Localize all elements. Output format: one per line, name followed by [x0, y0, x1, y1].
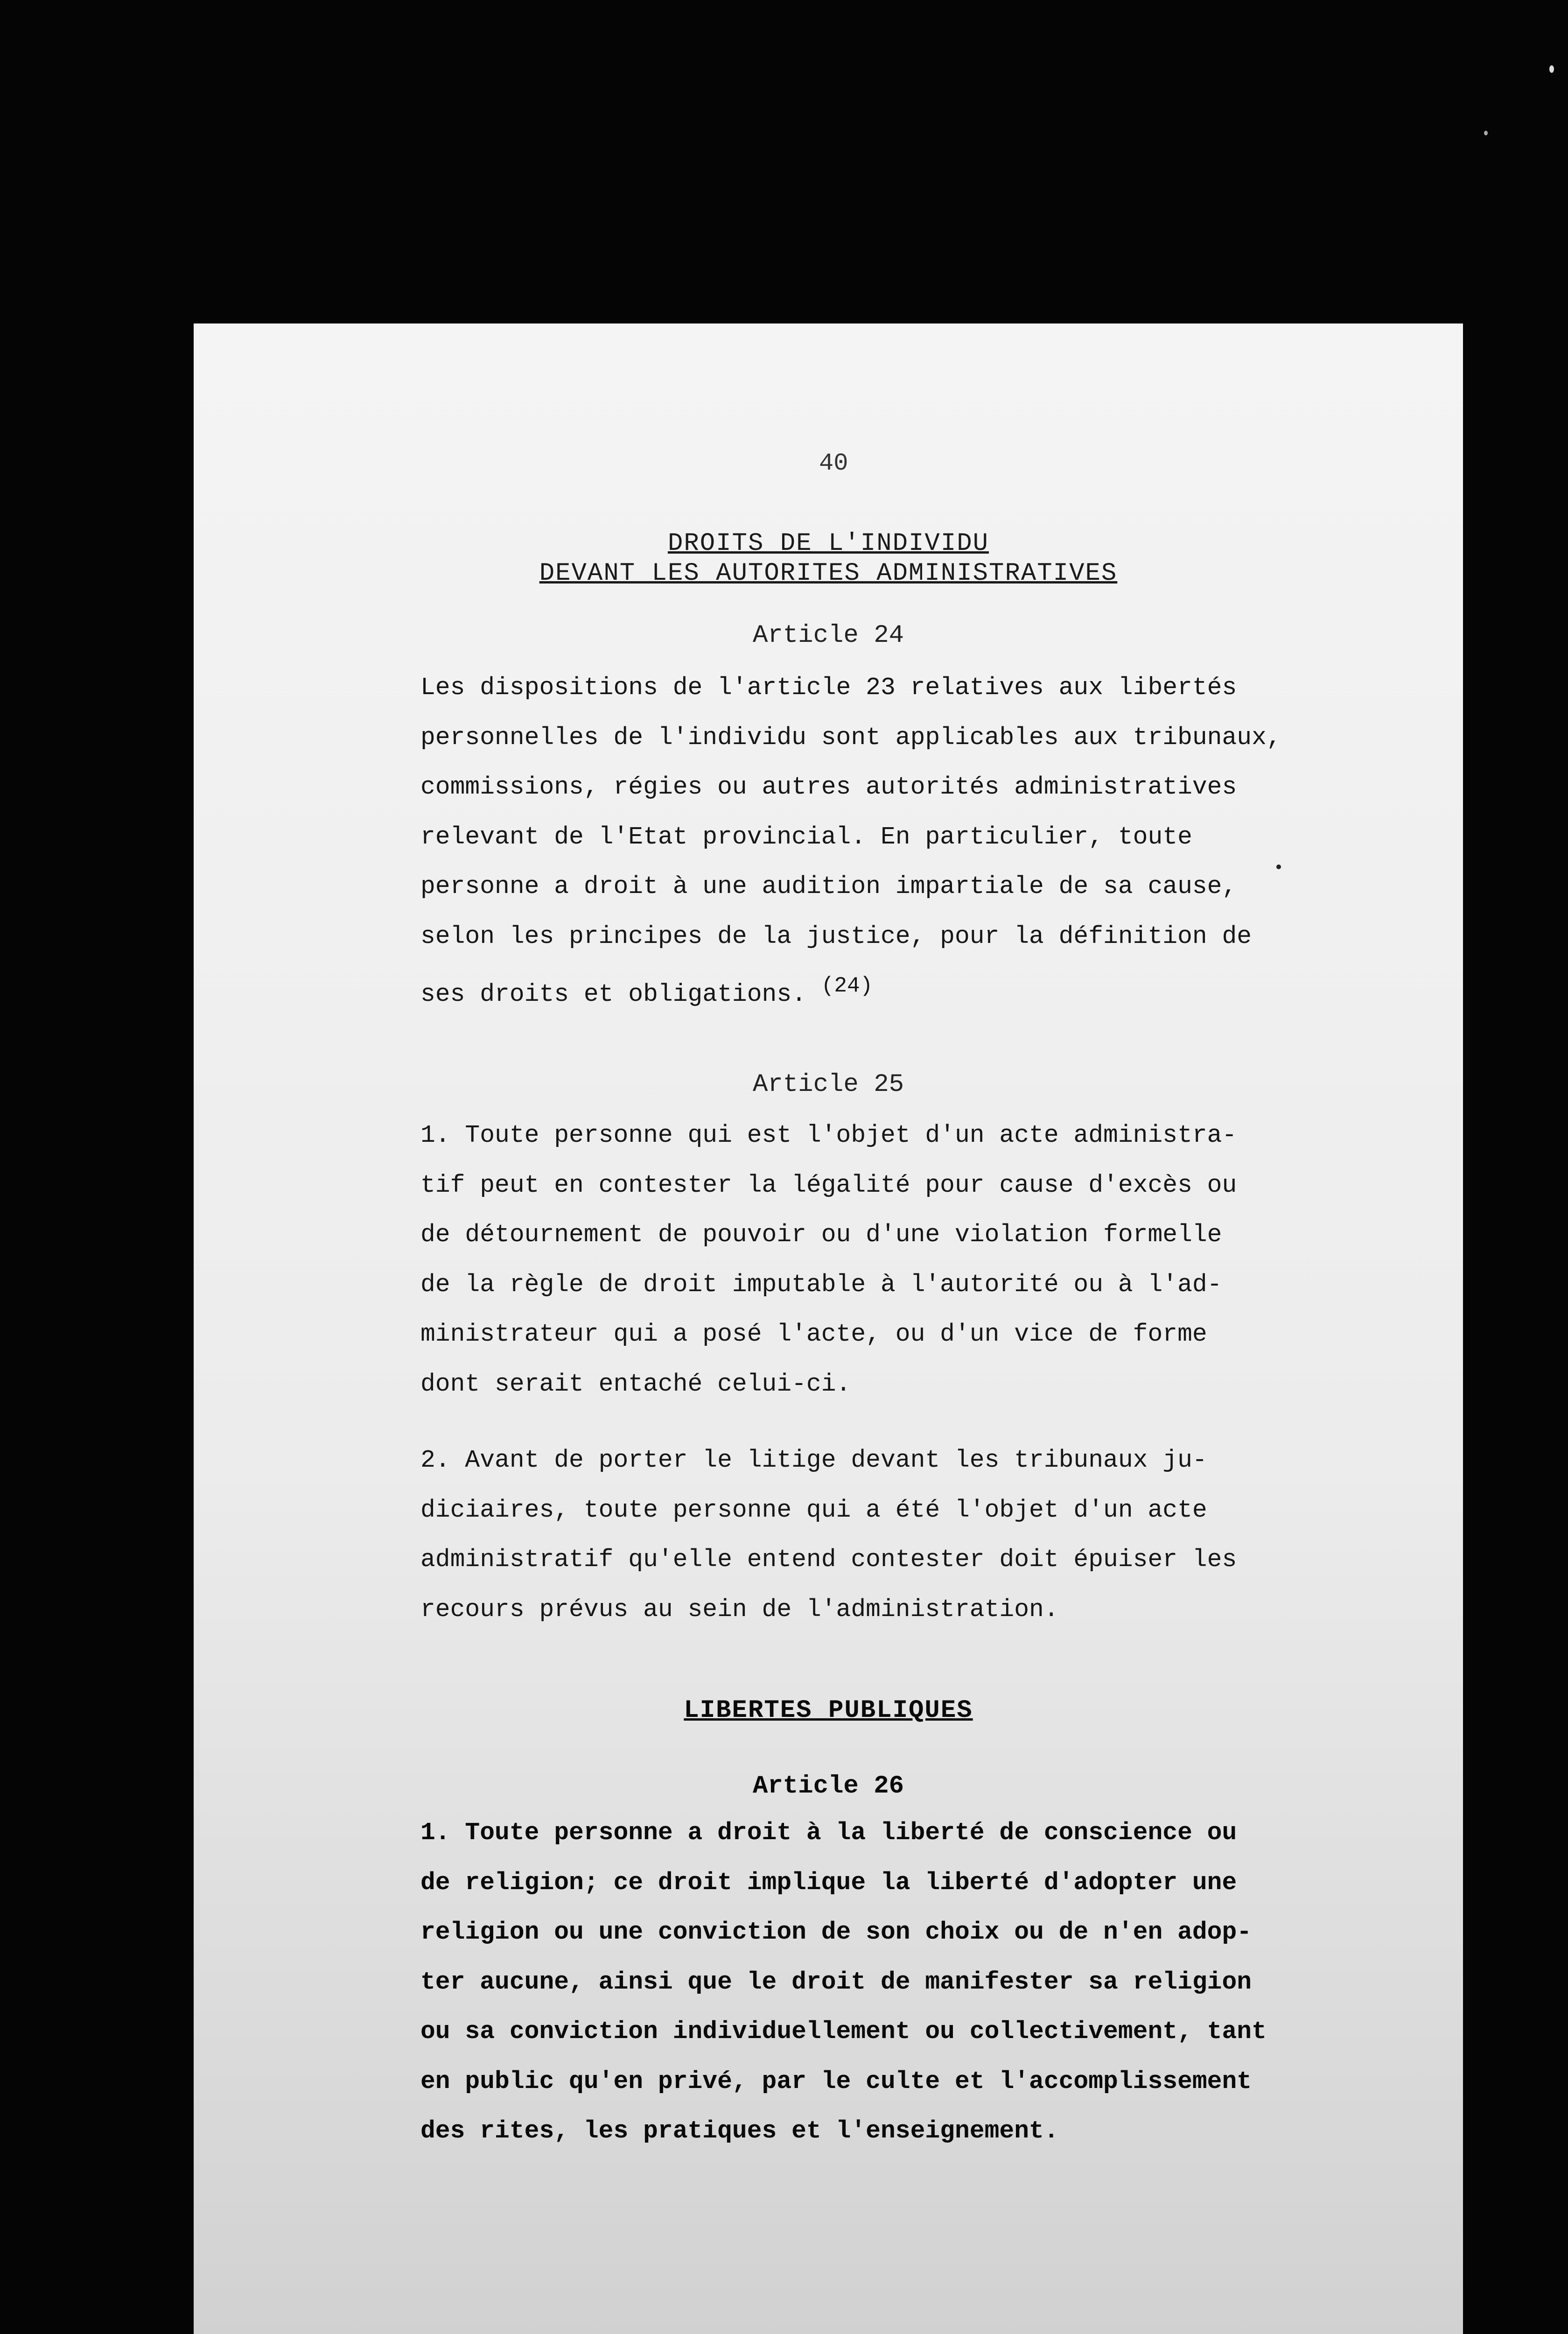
article-25-paragraph-2: 2. Avant de porter le litige devant les tribunaux ju- diciaires, toute personne qui a été l'objet d'un acte administratif qu'elle entend contester doit épuiser les recours prévus au sein de l'administration. — [420, 1446, 1237, 1624]
article-25-paragraph-1: 1. Toute personne qui est l'objet d'un acte administra- tif peut en contester la légalité pour cause d'excès ou de détournement de pouvoir ou d'une violation formelle de la règle de droit imputable à l'autorité ou à l'ad- ministrateur qui a posé l'acte, ou d'un vice de forme dont serait entaché celui-ci. — [420, 1121, 1237, 1398]
subsection-heading-text: LIBERTES PUBLIQUES — [684, 1696, 973, 1725]
subsection-heading — [194, 1696, 1463, 1726]
article-26-paragraph: 1. Toute personne a droit à la liberté de conscience ou de religion; ce droit implique la liberté d'adopter une religion ou une conviction de son choix ou de n'en adop- ter aucune, ainsi que le droit de manifester sa religion ou sa conviction individuellement ou collectivement, tant en public qu'en privé, par le culte et l'accomplissement des rites, les pratiques et l'enseignement. — [420, 1819, 1267, 2145]
page-number: 40 — [819, 450, 848, 477]
film-speck — [1549, 65, 1554, 73]
film-speck — [1276, 865, 1281, 869]
article-24-text: Les dispositions de l'article 23 relatives aux libertés personnelles de l'individu sont applicables aux tribunaux, commissions, régies ou autres autorités administratives relevant de l'Etat provincial. En particulier, toute personne a droit à une audition impartiale de sa cause, selon les principes de la justice, pour la définition de ses droits et obligations. — [420, 674, 1281, 1008]
article-26-title: Article 26 — [752, 1772, 904, 1800]
article-24-paragraph — [420, 663, 1307, 1019]
film-speck — [1484, 131, 1488, 135]
article-25-title: Article 25 — [752, 1070, 904, 1099]
section-heading — [194, 529, 1463, 589]
article-24-title: Article 24 — [752, 621, 904, 650]
section-heading-line-2: DEVANT LES AUTORITES ADMINISTRATIVES — [539, 559, 1118, 588]
document-page — [194, 323, 1463, 2334]
section-heading-line-1: DROITS DE L'INDIVIDU — [667, 529, 989, 558]
footnote-marker: (24) — [821, 974, 873, 998]
